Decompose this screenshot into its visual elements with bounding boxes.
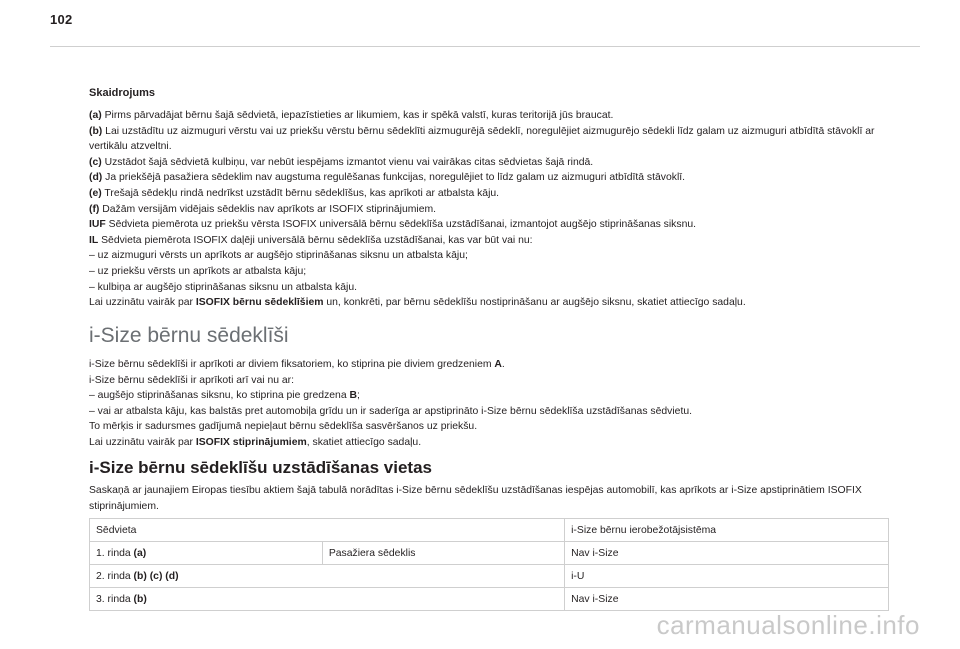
row-system: Nav i-Size <box>565 542 889 565</box>
item-key: (c) <box>89 156 102 168</box>
explanation-item-c <box>89 155 889 171</box>
header-system: i-Size bērnu ierobežotājsistēma <box>565 519 889 542</box>
isize-line-3: To mērķis ir sadursmes gadījumā nepieļaut bērnu sēdeklīša sasvēršanos uz priekšu. <box>89 421 478 433</box>
explanation-item-e <box>89 186 889 202</box>
table-header-row <box>90 519 889 542</box>
item-key: (a) <box>89 110 102 121</box>
text: – augšējo stiprināšanas siksnu, ko stiprina pie gredzena <box>89 390 350 402</box>
header-seat: Sēdvieta <box>90 519 565 542</box>
item-key: (d) <box>89 172 103 184</box>
explanation-item-a <box>89 108 889 124</box>
isofix-seats-reference: ISOFIX bērnu sēdeklīšiem <box>195 297 324 309</box>
more-prefix: Lai uzzinātu vairāk par <box>89 297 196 309</box>
row-label <box>90 542 323 565</box>
row-name: 2. rinda <box>96 570 134 582</box>
isize-line-2: i-Size bērnu sēdeklīši ir aprīkoti arī vai nu ar: <box>89 374 295 386</box>
more-suffix: un, konkrēti, par bērnu sēdeklīšu nostiprināšanu ar augšējo siksnu, skatiet attiecīgo sadaļu. <box>323 297 746 309</box>
more-suffix: , skatiet attiecīgo sadaļu. <box>306 436 422 448</box>
row-name: 3. rinda <box>96 593 134 605</box>
row-system: Nav i-Size <box>565 588 889 611</box>
text: i-Size bērnu sēdeklīši ir aprīkoti ar diviem fiksatoriem, ko stiprina pie diviem gredzeniem <box>89 359 495 370</box>
row-label <box>90 565 565 588</box>
isize-body <box>89 357 692 451</box>
item-text: Trešajā sēdekļu rindā nedrīkst uzstādīt bērnu sēdeklīšus, kas aprīkoti ar atbalsta kāju. <box>101 187 500 199</box>
isize-option-1 <box>89 388 692 404</box>
explanation-item-f <box>89 202 889 218</box>
item-key: (f) <box>89 203 100 215</box>
row-name: 1. rinda <box>96 547 134 559</box>
item-key: (b) <box>89 125 103 137</box>
table-row <box>90 588 889 611</box>
il-option: – kulbiņa ar augšējo stiprināšanas siksnu un atbalsta kāju. <box>89 281 358 293</box>
item-text: Lai uzstādītu uz aizmuguri vērstu vai uz priekšu vērstu bērnu sēdeklīti aizmugurējā sēdeklī, noregulējiet aizmugurējo sēdekli līdz galam uz aizmuguri atbīdītā stāvoklī ar vertikālu atzveltni. <box>89 125 875 153</box>
row-codes: (b) <box>133 593 147 605</box>
explanation-more-info <box>89 295 889 311</box>
header-divider <box>50 46 920 47</box>
ring-b-label: B <box>349 390 358 402</box>
more-prefix: Lai uzzinātu vairāk par <box>89 436 196 448</box>
ring-a-label: A <box>494 359 502 370</box>
isize-option-2: – vai ar atbalsta kāju, kas balstās pret automobiļa grīdu un ir saderīga ar apstiprināto i-Size bērnu sēdeklīša uzstādīšanas sēdvietu. <box>89 405 692 417</box>
row-system: i-U <box>565 565 889 588</box>
row-label <box>90 588 565 611</box>
explanation-item-iuf <box>89 217 889 233</box>
il-option: – uz aizmuguri vērsts un aprīkots ar augšējo stiprināšanas siksnu un atbalsta kāju; <box>89 250 468 262</box>
isize-line-1 <box>89 357 692 373</box>
explanation-item-d <box>89 170 889 186</box>
item-text: Sēdvieta piemērota ISOFIX daļēji universālā bērnu sēdeklīša uzstādīšanai, kas var būt vai nu: <box>98 234 533 246</box>
isofix-mounts-reference: ISOFIX stiprinājumiem <box>195 436 307 448</box>
item-text: Uzstādot šajā sēdvietā kulbiņu, var nebūt iespējams izmantot vienu vai vairākas citas sēdvietas šajā rindā. <box>101 156 594 168</box>
text: ; <box>357 390 360 402</box>
watermark: carmanualsonline.info <box>656 610 920 640</box>
installation-intro: Saskaņā ar jaunajiem Eiropas tiesību aktiem šajā tabulā norādītas i-Size bērnu sēdeklīšu uzstādīšanas iespējas automobilī, kas aprīkots ar i-Size apstiprinātiem ISOFIX stiprinājumiem. <box>89 485 862 512</box>
page-number: 102 <box>50 12 73 27</box>
explanation-list <box>89 108 889 311</box>
isize-seat-table <box>89 518 889 611</box>
item-key: IL <box>89 234 99 246</box>
isize-more-info <box>89 435 692 451</box>
row-codes: (b) (c) (d) <box>133 570 179 582</box>
installation-heading: i-Size bērnu sēdeklīšu uzstādīšanas vietas <box>89 458 432 477</box>
item-text: Ja priekšējā pasažiera sēdeklim nav augstuma regulēšanas funkcijas, noregulējiet to līdz galam uz aizmuguri atbīdītā stāvoklī. <box>102 172 686 184</box>
item-key: IUF <box>89 219 106 231</box>
table-row <box>90 542 889 565</box>
row-codes: (a) <box>133 547 147 559</box>
item-key: (e) <box>89 187 102 199</box>
item-text: Pirms pārvadājat bērnu šajā sēdvietā, iepazīstieties ar likumiem, kas ir spēkā valstī, kuras teritorijā jūs braucat. <box>101 110 614 121</box>
explanation-item-il <box>89 233 889 249</box>
explanation-heading: Skaidrojums <box>89 87 156 99</box>
item-text: Sēdvieta piemērota uz priekšu vērsta ISOFIX universālā bērnu sēdeklīša uzstādīšanai, izmantojot augšējo stiprināšanas siksnu. <box>105 219 697 231</box>
text: . <box>501 359 505 370</box>
row-position: Pasažiera sēdeklis <box>322 542 564 565</box>
explanation-item-b <box>89 124 889 155</box>
il-option: – uz priekšu vērsts un aprīkots ar atbalsta kāju; <box>89 265 307 277</box>
item-text: Dažām versijām vidējais sēdeklis nav aprīkots ar ISOFIX stiprinājumiem. <box>99 203 437 215</box>
isize-heading: i-Size bērnu sēdeklīši <box>89 324 289 347</box>
table-row <box>90 565 889 588</box>
